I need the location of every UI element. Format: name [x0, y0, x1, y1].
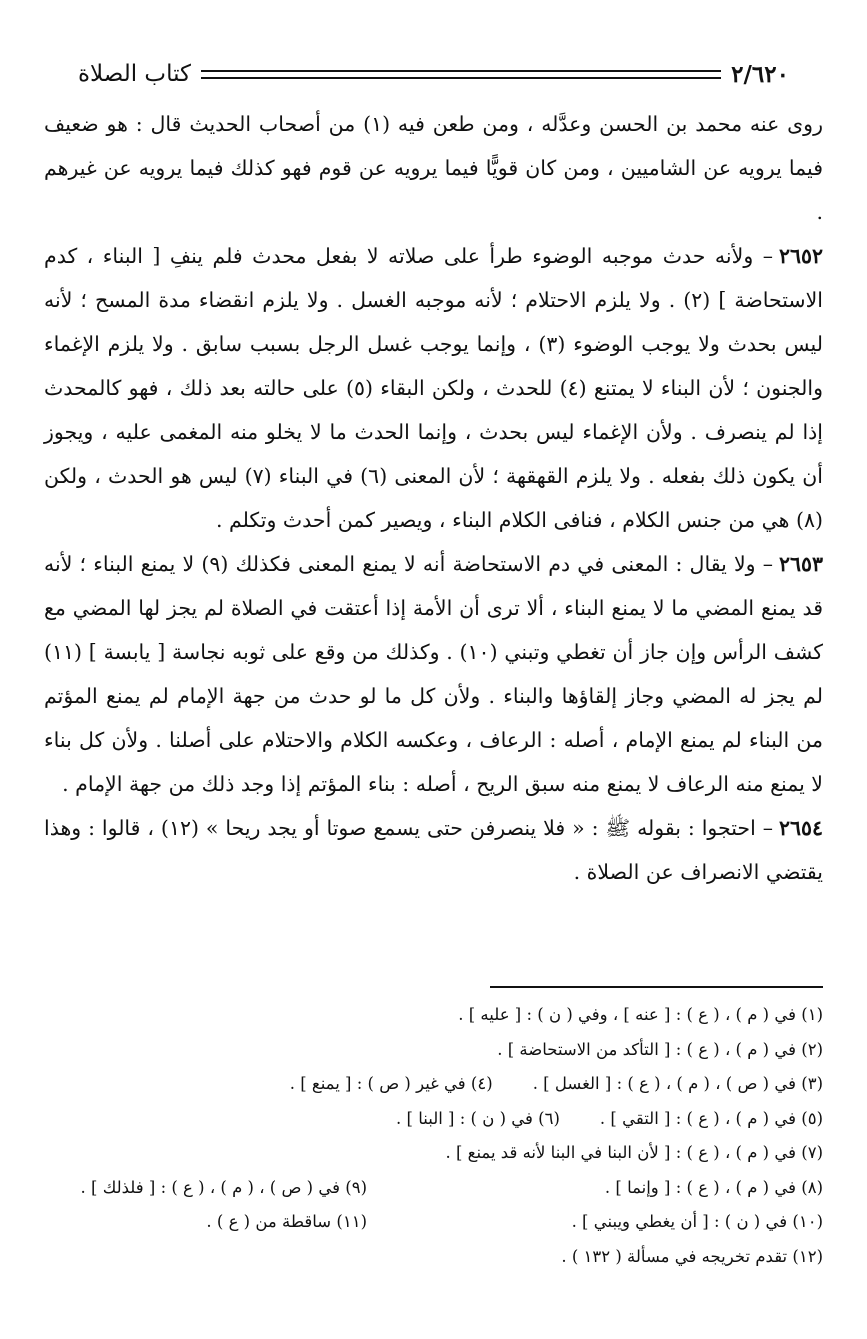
paragraph-2654 — [44, 806, 823, 894]
footnotes — [44, 998, 823, 1274]
footnote-8: (٨) في ( م ) ، ( ع ) : [ وإنما ] . — [604, 1177, 823, 1197]
footnote-row — [44, 1033, 823, 1068]
paragraph-2653 — [44, 542, 823, 806]
paragraph-text: – احتجوا : بقوله ﷺ : « فلا ينصرفن حتى يسمع صوتا أو يجد ريحا » (١٢) ، قالوا : وهذا يقتضي الانصراف عن الصلاة . — [44, 816, 823, 884]
paragraph-text: – ولا يقال : المعنى في دم الاستحاضة أنه لا يمنع المعنى فكذلك (٩) لا يمنع البناء ؛ لأنه قد يمنع المضي ما لا يمنع البناء ، ألا ترى أن الأمة إذا أعتقت في الصلاة لم يجز لها المضي مع كشف الرأس وإن جاز أن تغطي وتبني (١٠) . وكذلك من وقع على ثوبه نجاسة [ يابسة ] (١١) لم يجز له المضي وجاز إلقاؤها والبناء . ولأن كل ما لو حدث من جهة الإمام لم يمنع المؤتم من البناء لم يمنع الإمام ، أصله : الرعاف ، وعكسه الكلام والاحتلام على أصلنا . ولأن كل بناء لا يمنع منه الرعاف لا يمنع منه سبق الريح ، أصله : بناء المؤتم إذا وجد ذلك من جهة الإمام . — [44, 552, 823, 796]
footnote-10: (١٠) في ( ن ) : [ أن يغطي ويبني ] . — [571, 1212, 823, 1231]
book-title: كتاب الصلاة — [78, 61, 191, 87]
paragraph-continuation — [44, 102, 823, 234]
paragraph-number: ٢٦٥٣ — [778, 552, 824, 576]
footnote-separator — [490, 986, 823, 988]
footnote-12: (١٢) تقدم تخريجه في مسألة ( ١٣٢ ) . — [561, 1246, 823, 1266]
footnote-3: (٣) في ( ص ) ، ( م ) ، ( ع ) : [ الغسل ] . — [532, 1074, 823, 1093]
header-rule — [201, 70, 721, 79]
footnote-row — [44, 1240, 823, 1275]
footnote-9: (٩) في ( ص ) ، ( م ) ، ( ع ) : [ فلذلك ] . — [80, 1177, 367, 1197]
footnote-1: (١) في ( م ) ، ( ع ) : [ عنه ] ، وفي ( ن ) : [ عليه ] . — [458, 1005, 823, 1024]
paragraph-text: روى عنه محمد بن الحسن وعدَّله ، ومن طعن فيه (١) من أصحاب الحديث قال : هو ضعيف فيما يرويه عن الشاميين ، ومن كان قويًّا فيما يرويه عن قوم فهو كذلك فيما يرويه عن غيرهم . — [44, 112, 823, 224]
footnote-row — [44, 998, 823, 1033]
footnote-2: (٢) في ( م ) ، ( ع ) : [ التأكد من الاستحاضة ] . — [497, 1039, 823, 1059]
footnote-11: (١١) ساقطة من ( ع ) . — [206, 1212, 367, 1231]
footnote-row — [44, 1067, 823, 1102]
main-text — [44, 102, 823, 894]
footnote-5: (٥) في ( م ) ، ( ع ) : [ التقي ] . — [599, 1108, 823, 1128]
paragraph-number: ٢٦٥٢ — [778, 244, 823, 268]
running-header — [78, 58, 789, 90]
footnote-row — [44, 1102, 823, 1137]
footnote-7: (٧) في ( م ) ، ( ع ) : [ لأن البنا في البنا لأنه قد يمنع ] . — [445, 1143, 823, 1162]
footnote-row — [44, 1136, 823, 1171]
paragraph-2652 — [44, 234, 823, 542]
footnote-row — [44, 1205, 823, 1240]
page-number: ٢/٦٢٠ — [731, 60, 789, 88]
footnote-4: (٤) في غير ( ص ) : [ يمنع ] . — [289, 1074, 493, 1093]
footnote-row — [44, 1171, 823, 1206]
footnote-6: (٦) في ( ن ) : [ البنا ] . — [396, 1108, 560, 1128]
paragraph-number: ٢٦٥٤ — [778, 816, 823, 840]
paragraph-text: – ولأنه حدث موجبه الوضوء طرأ على صلاته لا بفعل محدث فلم ينفِ [ البناء ، كدم الاستحاضة ] (٢) . ولا يلزم الاحتلام ؛ لأنه موجبه الغسل . ولا يلزم انقضاء مدة المسح ؛ لأنه ليس بحدث ولا يوجب الوضوء (٣) ، وإنما يوجب غسل الرجل بسبب سابق . ولا يلزم الإغماء والجنون ؛ لأن البناء لا يمتنع (٤) للحدث ، ولكن البقاء (٥) على حالته بعد ذلك ، فهو كالمحدث إذا لم ينصرف . ولأن الإغماء ليس بحدث ، وإنما الحدث ما لا يخلو منه المغمى عليه ، ويجوز أن يكون ذلك بفعله . ولا يلزم القهقهة ؛ لأن المعنى (٦) في البناء (٧) ليس هو الحدث ، ولكن (٨) هي من جنس الكلام ، فنافى الكلام البناء ، ويصير كمن أحدث وتكلم . — [44, 244, 824, 532]
